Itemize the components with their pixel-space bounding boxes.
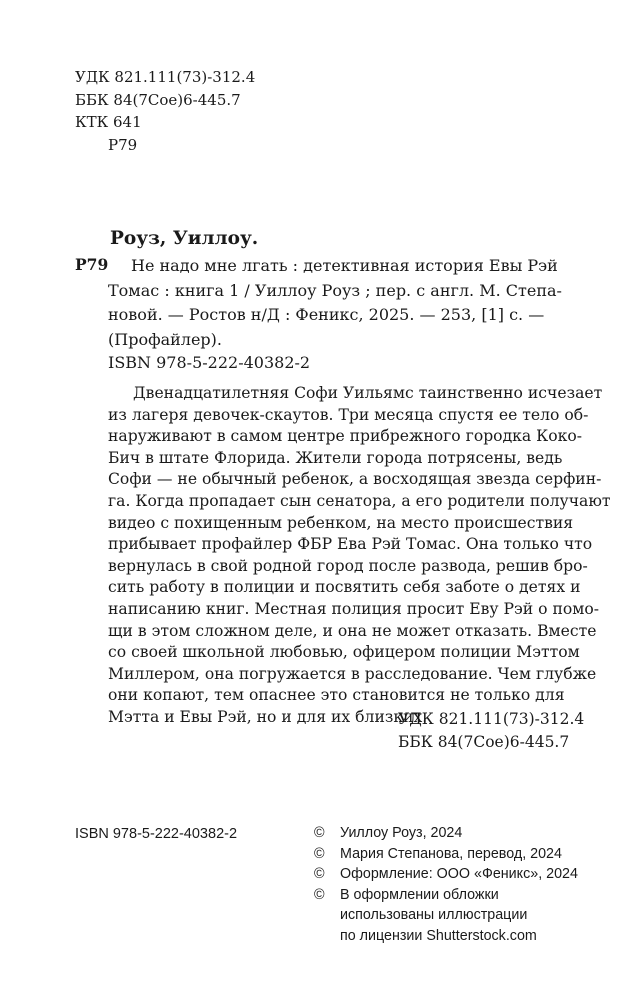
isbn-footer: ISBN 978-5-222-40382-2 bbox=[75, 826, 238, 842]
copyright-symbol: © bbox=[314, 825, 325, 841]
copyright-illustrations-cont bbox=[314, 905, 578, 926]
annotation-line: Бич в штате Флорида. Жители города потрясены, ведь bbox=[108, 448, 563, 467]
biblio-line: (Профайлер). bbox=[108, 330, 222, 350]
classification-codes-bottom bbox=[398, 708, 584, 754]
copyright-symbol: © bbox=[314, 845, 325, 862]
copyright-author bbox=[314, 823, 578, 844]
copyright-translation bbox=[314, 844, 578, 865]
copyright-block bbox=[314, 823, 578, 946]
annotation-line: из лагеря девочек-скаутов. Три месяца спустя ее тело об- bbox=[108, 405, 589, 424]
copyright-text: В оформлении обложки bbox=[340, 886, 499, 903]
annotation-line: написанию книг. Местная полиция просит Еву Рэй о помо- bbox=[108, 599, 600, 618]
annotation-line: Софи — не обычный ребенок, а восходящая звезда серфин- bbox=[108, 470, 602, 489]
copyright-text: Уиллоу Роуз, 2024 bbox=[340, 825, 463, 841]
annotation-line: щи в этом сложном деле, и она не может отказать. Вместе bbox=[108, 621, 597, 640]
bbk-code: ББК 84(7Сое)6-445.7 bbox=[75, 90, 241, 109]
annotation-line: Мэтта и Евы Рэй, но и для их близких. bbox=[108, 707, 428, 726]
biblio-line: новой. — Ростов н/Д : Феникс, 2025. — 253, [1] с. — bbox=[108, 305, 545, 325]
entry-author-mark: Р79 bbox=[75, 255, 109, 274]
author-mark: Р79 bbox=[108, 135, 138, 154]
copyright-illustrations-cont bbox=[314, 926, 578, 947]
annotation-line: они копают, тем опаснее это становится не только для bbox=[108, 686, 565, 705]
author-heading: Роуз, Уиллоу. bbox=[110, 228, 259, 249]
annotation-line: прибывает профайлер ФБР Ева Рэй Томас. Она только что bbox=[108, 535, 593, 554]
annotation-line: видео с похищенным ребенком, на место происшествия bbox=[108, 513, 574, 532]
bibliographic-record bbox=[108, 254, 576, 353]
isbn-main: ISBN 978-5-222-40382-2 bbox=[108, 353, 311, 372]
copyright-symbol: © bbox=[314, 886, 325, 903]
annotation bbox=[108, 383, 611, 729]
udk-code: УДК 821.111(73)-312.4 bbox=[398, 710, 585, 728]
ktk-code: КТК 641 bbox=[75, 113, 142, 132]
copyright-text: по лицензии Shutterstock.com bbox=[340, 927, 537, 944]
udk-code: УДК 821.111(73)-312.4 bbox=[75, 68, 256, 86]
copyright-symbol: © bbox=[314, 866, 325, 882]
classification-codes-top bbox=[75, 66, 255, 156]
annotation-line: наруживают в самом центре прибрежного городка Коко- bbox=[108, 427, 583, 446]
annotation-line: вернулась в свой родной город после развода, решив бро- bbox=[108, 556, 588, 575]
bbk-code: ББК 84(7Сое)6-445.7 bbox=[398, 733, 570, 751]
copyright-text: Оформление: ООО «Феникс», 2024 bbox=[340, 866, 578, 882]
copyright-text: Мария Степанова, перевод, 2024 bbox=[340, 845, 562, 862]
copyright-illustrations bbox=[314, 885, 578, 906]
annotation-line: Двенадцатилетняя Софи Уильямс таинственно исчезает bbox=[133, 384, 603, 402]
annotation-line: сить работу в полиции и посвятить себя заботе о детях и bbox=[108, 578, 581, 597]
annotation-line: Миллером, она погружается в расследование. Чем глубже bbox=[108, 664, 597, 683]
annotation-line: га. Когда пропадает сын сенатора, а его родители получают bbox=[108, 491, 611, 510]
copyright-text: использованы иллюстрации bbox=[340, 907, 528, 923]
biblio-line: Томас : книга 1 / Уиллоу Роуз ; пер. с англ. М. Степа- bbox=[108, 280, 562, 300]
annotation-line: со своей школьной любовью, офицером полиции Мэттом bbox=[108, 643, 580, 662]
biblio-line: Не надо мне лгать : детективная история Евы Рэй bbox=[131, 256, 558, 275]
copyright-design bbox=[314, 864, 578, 885]
